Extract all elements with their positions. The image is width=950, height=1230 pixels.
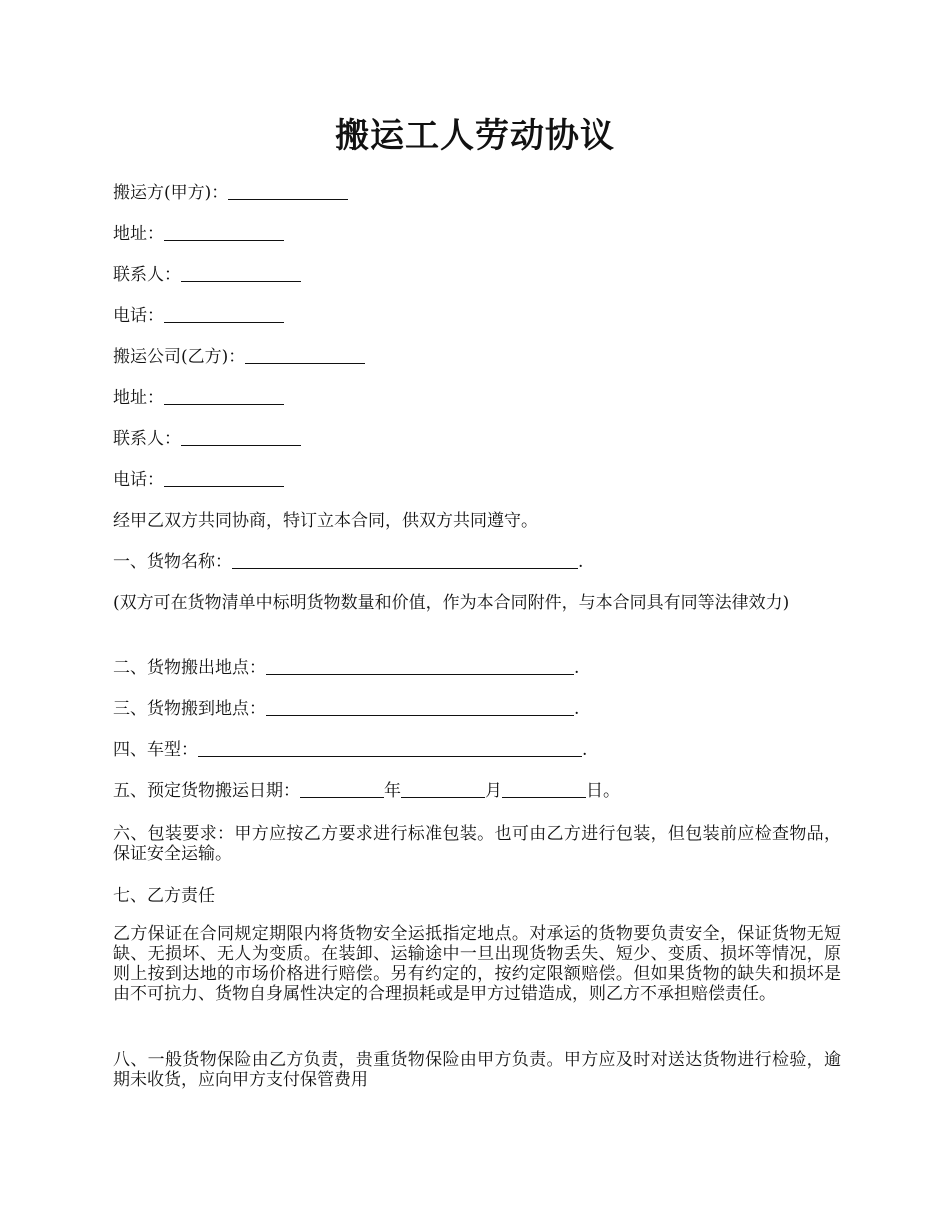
party-a-name-blank[interactable] xyxy=(228,183,348,200)
party-b-contact-label: 联系人： xyxy=(113,429,181,449)
party-b-name-blank[interactable] xyxy=(245,347,365,364)
clause-1-line xyxy=(113,552,583,572)
delivery-location-blank[interactable] xyxy=(266,699,574,716)
clause-1-note: (双方可在货物清单中标明货物数量和价值，作为本合同附件，与本合同具有同等法律效力) xyxy=(113,593,790,613)
party-a-contact-line xyxy=(113,265,301,285)
clause-8-text: 八、一般货物保险由乙方负责，贵重货物保险由甲方负责。甲方应及时对送达货物进行检验，逾期未收货，应向甲方支付保管费用 xyxy=(113,1050,841,1090)
intro-text: 经甲乙双方共同协商，特订立本合同，供双方共同遵守。 xyxy=(113,511,538,531)
goods-name-blank[interactable] xyxy=(232,552,578,569)
party-b-phone-line xyxy=(113,470,284,490)
year-blank[interactable] xyxy=(300,781,384,798)
party-b-phone-label: 电话： xyxy=(113,470,164,490)
party-a-contact-label: 联系人： xyxy=(113,265,181,285)
clause-4-line xyxy=(113,740,587,760)
party-a-address-blank[interactable] xyxy=(164,224,284,241)
clause-2-period: . xyxy=(574,658,580,678)
party-a-name-line xyxy=(113,183,348,203)
pickup-location-blank[interactable] xyxy=(266,658,574,675)
clause-7-heading: 七、乙方责任 xyxy=(113,886,215,906)
month-blank[interactable] xyxy=(401,781,485,798)
clause-5-label: 五、预定货物搬运日期： xyxy=(113,781,300,801)
document-title: 搬运工人劳动协议 xyxy=(335,116,615,156)
party-b-contact-blank[interactable] xyxy=(181,429,301,446)
party-b-address-blank[interactable] xyxy=(164,388,284,405)
party-a-address-line xyxy=(113,224,284,244)
party-b-address-line xyxy=(113,388,284,408)
vehicle-type-blank[interactable] xyxy=(198,740,582,757)
party-a-contact-blank[interactable] xyxy=(181,265,301,282)
clause-7-body: 乙方保证在合同规定期限内将货物安全运抵指定地点。对承运的货物要负责安全，保证货物无短缺、无损坏、无人为变质。在装卸、运输途中一旦出现货物丢失、短少、变质、损坏等情况，原则上按到达地的市场价格进行赔偿。另有约定的，按约定限额赔偿。但如果货物的缺失和损坏是由不可抗力、货物自身属性决定的合理损耗或是甲方过错造成，则乙方不承担赔偿责任。 xyxy=(113,924,841,1004)
clause-4-label: 四、车型： xyxy=(113,740,198,760)
clause-2-label: 二、货物搬出地点： xyxy=(113,658,266,678)
year-label: 年 xyxy=(384,781,401,801)
party-b-name-label: 搬运公司(乙方)： xyxy=(113,347,246,367)
party-a-phone-blank[interactable] xyxy=(164,306,284,323)
clause-3-line xyxy=(113,699,579,719)
clause-1-period: . xyxy=(578,552,584,572)
month-label: 月 xyxy=(485,781,502,801)
party-b-name-line xyxy=(113,347,365,367)
day-label: 日。 xyxy=(586,781,620,801)
party-b-address-label: 地址： xyxy=(113,388,164,408)
party-b-contact-line xyxy=(113,429,301,449)
clause-1-label: 一、货物名称： xyxy=(113,552,232,572)
clause-6-text: 六、包装要求：甲方应按乙方要求进行标准包装。也可由乙方进行包装，但包装前应检查物品，保证安全运输。 xyxy=(113,824,841,864)
party-b-phone-blank[interactable] xyxy=(164,470,284,487)
clause-3-label: 三、货物搬到地点： xyxy=(113,699,266,719)
day-blank[interactable] xyxy=(502,781,586,798)
clause-2-line xyxy=(113,658,579,678)
party-a-address-label: 地址： xyxy=(113,224,164,244)
clause-4-period: . xyxy=(582,740,588,760)
party-a-phone-label: 电话： xyxy=(113,306,164,326)
clause-5-line xyxy=(113,781,620,801)
party-a-name-label: 搬运方(甲方)： xyxy=(113,183,229,203)
party-a-phone-line xyxy=(113,306,284,326)
clause-3-period: . xyxy=(574,699,580,719)
